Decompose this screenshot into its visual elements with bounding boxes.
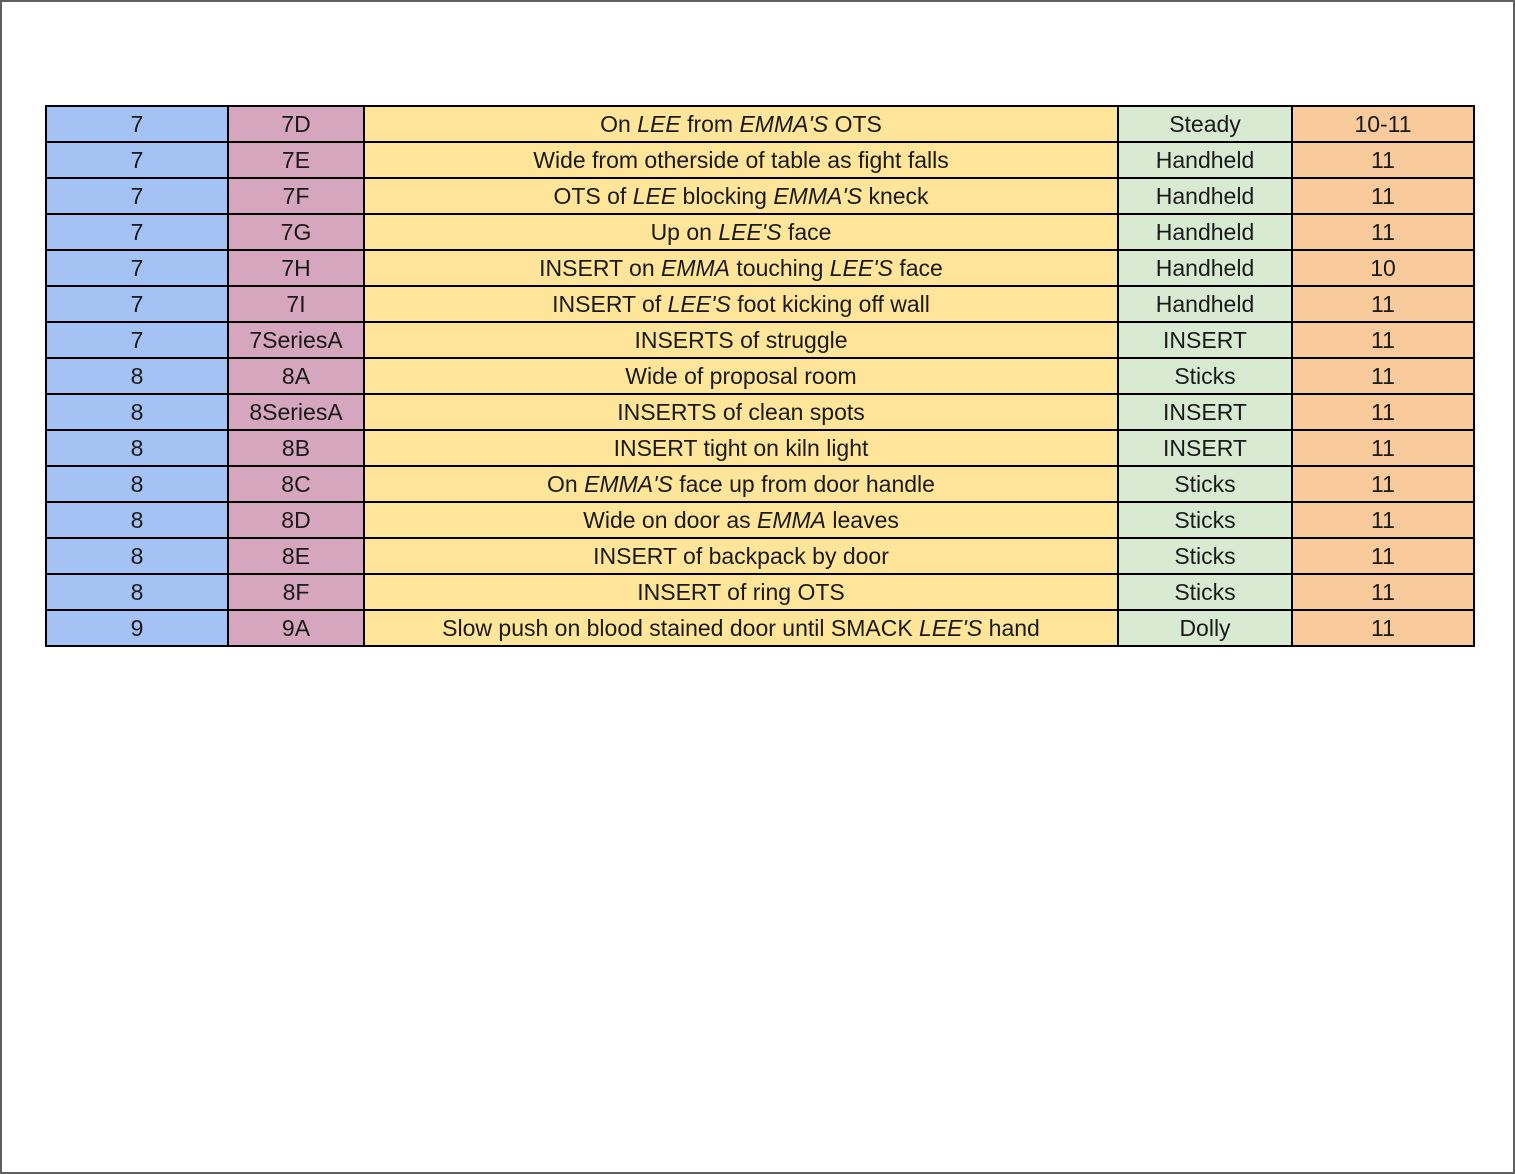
lens-cell: 11 <box>1292 286 1474 322</box>
shot-id-cell: 7SeriesA <box>228 322 364 358</box>
camera-rig-cell: Sticks <box>1118 466 1292 502</box>
shot-description-cell <box>364 538 1118 574</box>
character-name: LEE'S <box>919 614 983 641</box>
camera-rig-cell: Sticks <box>1118 358 1292 394</box>
shot-description-cell <box>364 502 1118 538</box>
scene-number-cell: 7 <box>46 286 228 322</box>
shot-id-cell: 8SeriesA <box>228 394 364 430</box>
shot-id-cell: 7I <box>228 286 364 322</box>
shot-id-cell: 7F <box>228 178 364 214</box>
scene-number-cell: 7 <box>46 214 228 250</box>
character-name: LEE <box>632 182 677 209</box>
shot-description-cell <box>364 466 1118 502</box>
shot-id-cell: 7H <box>228 250 364 286</box>
lens-cell: 11 <box>1292 394 1474 430</box>
scene-number-cell: 8 <box>46 502 228 538</box>
lens-cell: 11 <box>1292 214 1474 250</box>
character-name: EMMA <box>661 254 731 281</box>
camera-rig-cell: Handheld <box>1118 214 1292 250</box>
lens-cell: 11 <box>1292 142 1474 178</box>
table-row <box>46 574 1474 610</box>
shot-id-cell: 8A <box>228 358 364 394</box>
shot-id-cell: 8B <box>228 430 364 466</box>
table-row <box>46 286 1474 322</box>
camera-rig-cell: INSERT <box>1118 430 1292 466</box>
description-text: INSERTS of clean spots <box>617 398 865 425</box>
description-text: Wide of proposal room <box>625 362 857 389</box>
shot-list-table <box>45 105 1475 647</box>
camera-rig-cell: Sticks <box>1118 574 1292 610</box>
shot-id-cell: 7G <box>228 214 364 250</box>
scene-number-cell: 8 <box>46 358 228 394</box>
description-text: INSERT of <box>552 290 668 317</box>
description-text: touching <box>730 254 830 281</box>
description-text: kneck <box>862 182 929 209</box>
description-text: OTS of <box>553 182 633 209</box>
scene-number-cell: 7 <box>46 142 228 178</box>
shot-description-cell <box>364 610 1118 646</box>
table-row <box>46 178 1474 214</box>
scene-number-cell: 7 <box>46 250 228 286</box>
scene-number-cell: 8 <box>46 430 228 466</box>
lens-cell: 11 <box>1292 358 1474 394</box>
lens-cell: 11 <box>1292 574 1474 610</box>
table-row <box>46 214 1474 250</box>
camera-rig-cell: Handheld <box>1118 286 1292 322</box>
camera-rig-cell: Handheld <box>1118 250 1292 286</box>
shot-id-cell: 8D <box>228 502 364 538</box>
shot-id-cell: 9A <box>228 610 364 646</box>
shot-description-cell <box>364 430 1118 466</box>
camera-rig-cell: INSERT <box>1118 394 1292 430</box>
camera-rig-cell: Handheld <box>1118 142 1292 178</box>
camera-rig-cell: Sticks <box>1118 538 1292 574</box>
shot-description-cell <box>364 394 1118 430</box>
description-text: INSERT on <box>539 254 662 281</box>
lens-cell: 11 <box>1292 178 1474 214</box>
table-row <box>46 502 1474 538</box>
description-text: INSERT of ring OTS <box>637 578 845 605</box>
description-text: INSERT tight on kiln light <box>613 434 869 461</box>
description-text: hand <box>982 614 1040 641</box>
character-name: EMMA'S <box>739 110 829 137</box>
scene-number-cell: 8 <box>46 394 228 430</box>
description-text: Wide on door as <box>583 506 757 533</box>
scene-number-cell: 8 <box>46 538 228 574</box>
lens-cell: 11 <box>1292 502 1474 538</box>
scene-number-cell: 8 <box>46 466 228 502</box>
shot-id-cell: 8F <box>228 574 364 610</box>
description-text: Slow push on blood stained door until SMACK <box>442 614 920 641</box>
description-text: INSERTS of struggle <box>634 326 848 353</box>
description-text: On <box>600 110 638 137</box>
character-name: LEE'S <box>667 290 731 317</box>
description-text: face <box>892 254 943 281</box>
character-name: EMMA'S <box>584 470 673 497</box>
description-text: Up on <box>650 218 719 245</box>
table-row <box>46 322 1474 358</box>
table-row <box>46 106 1474 142</box>
camera-rig-cell: INSERT <box>1118 322 1292 358</box>
lens-cell: 11 <box>1292 430 1474 466</box>
character-name: EMMA'S <box>773 182 863 209</box>
shot-description-cell <box>364 574 1118 610</box>
description-text: leaves <box>826 506 899 533</box>
lens-cell: 10-11 <box>1292 106 1474 142</box>
lens-cell: 10 <box>1292 250 1474 286</box>
lens-cell: 11 <box>1292 610 1474 646</box>
shot-description-cell <box>364 106 1118 142</box>
description-text: blocking <box>676 182 774 209</box>
shot-id-cell: 8E <box>228 538 364 574</box>
description-text: OTS <box>828 110 882 137</box>
description-text: from <box>680 110 740 137</box>
lens-cell: 11 <box>1292 466 1474 502</box>
table-row <box>46 538 1474 574</box>
lens-cell: 11 <box>1292 538 1474 574</box>
scene-number-cell: 7 <box>46 106 228 142</box>
camera-rig-cell: Sticks <box>1118 502 1292 538</box>
scene-number-cell: 8 <box>46 574 228 610</box>
shot-description-cell <box>364 322 1118 358</box>
scene-number-cell: 9 <box>46 610 228 646</box>
shot-id-cell: 8C <box>228 466 364 502</box>
character-name: LEE'S <box>829 254 893 281</box>
shot-description-cell <box>364 358 1118 394</box>
shot-description-cell <box>364 250 1118 286</box>
description-text: On <box>547 470 585 497</box>
scene-number-cell: 7 <box>46 322 228 358</box>
camera-rig-cell: Dolly <box>1118 610 1292 646</box>
shot-description-cell <box>364 214 1118 250</box>
table-row <box>46 250 1474 286</box>
table-row <box>46 466 1474 502</box>
description-text: foot kicking off wall <box>730 290 930 317</box>
character-name: LEE'S <box>718 218 782 245</box>
table-row <box>46 394 1474 430</box>
description-text: face up from door handle <box>672 470 935 497</box>
description-text: INSERT of backpack by door <box>593 542 889 569</box>
shot-list-body <box>46 106 1474 646</box>
table-row <box>46 358 1474 394</box>
character-name: EMMA <box>757 506 826 533</box>
shot-id-cell: 7E <box>228 142 364 178</box>
shot-id-cell: 7D <box>228 106 364 142</box>
table-row <box>46 610 1474 646</box>
shot-description-cell <box>364 286 1118 322</box>
table-row <box>46 430 1474 466</box>
camera-rig-cell: Handheld <box>1118 178 1292 214</box>
shot-description-cell <box>364 178 1118 214</box>
description-text: face <box>781 218 832 245</box>
character-name: LEE <box>637 110 681 137</box>
lens-cell: 11 <box>1292 322 1474 358</box>
description-text: Wide from otherside of table as fight falls <box>533 146 949 173</box>
shot-description-cell <box>364 142 1118 178</box>
camera-rig-cell: Steady <box>1118 106 1292 142</box>
table-row <box>46 142 1474 178</box>
scene-number-cell: 7 <box>46 178 228 214</box>
